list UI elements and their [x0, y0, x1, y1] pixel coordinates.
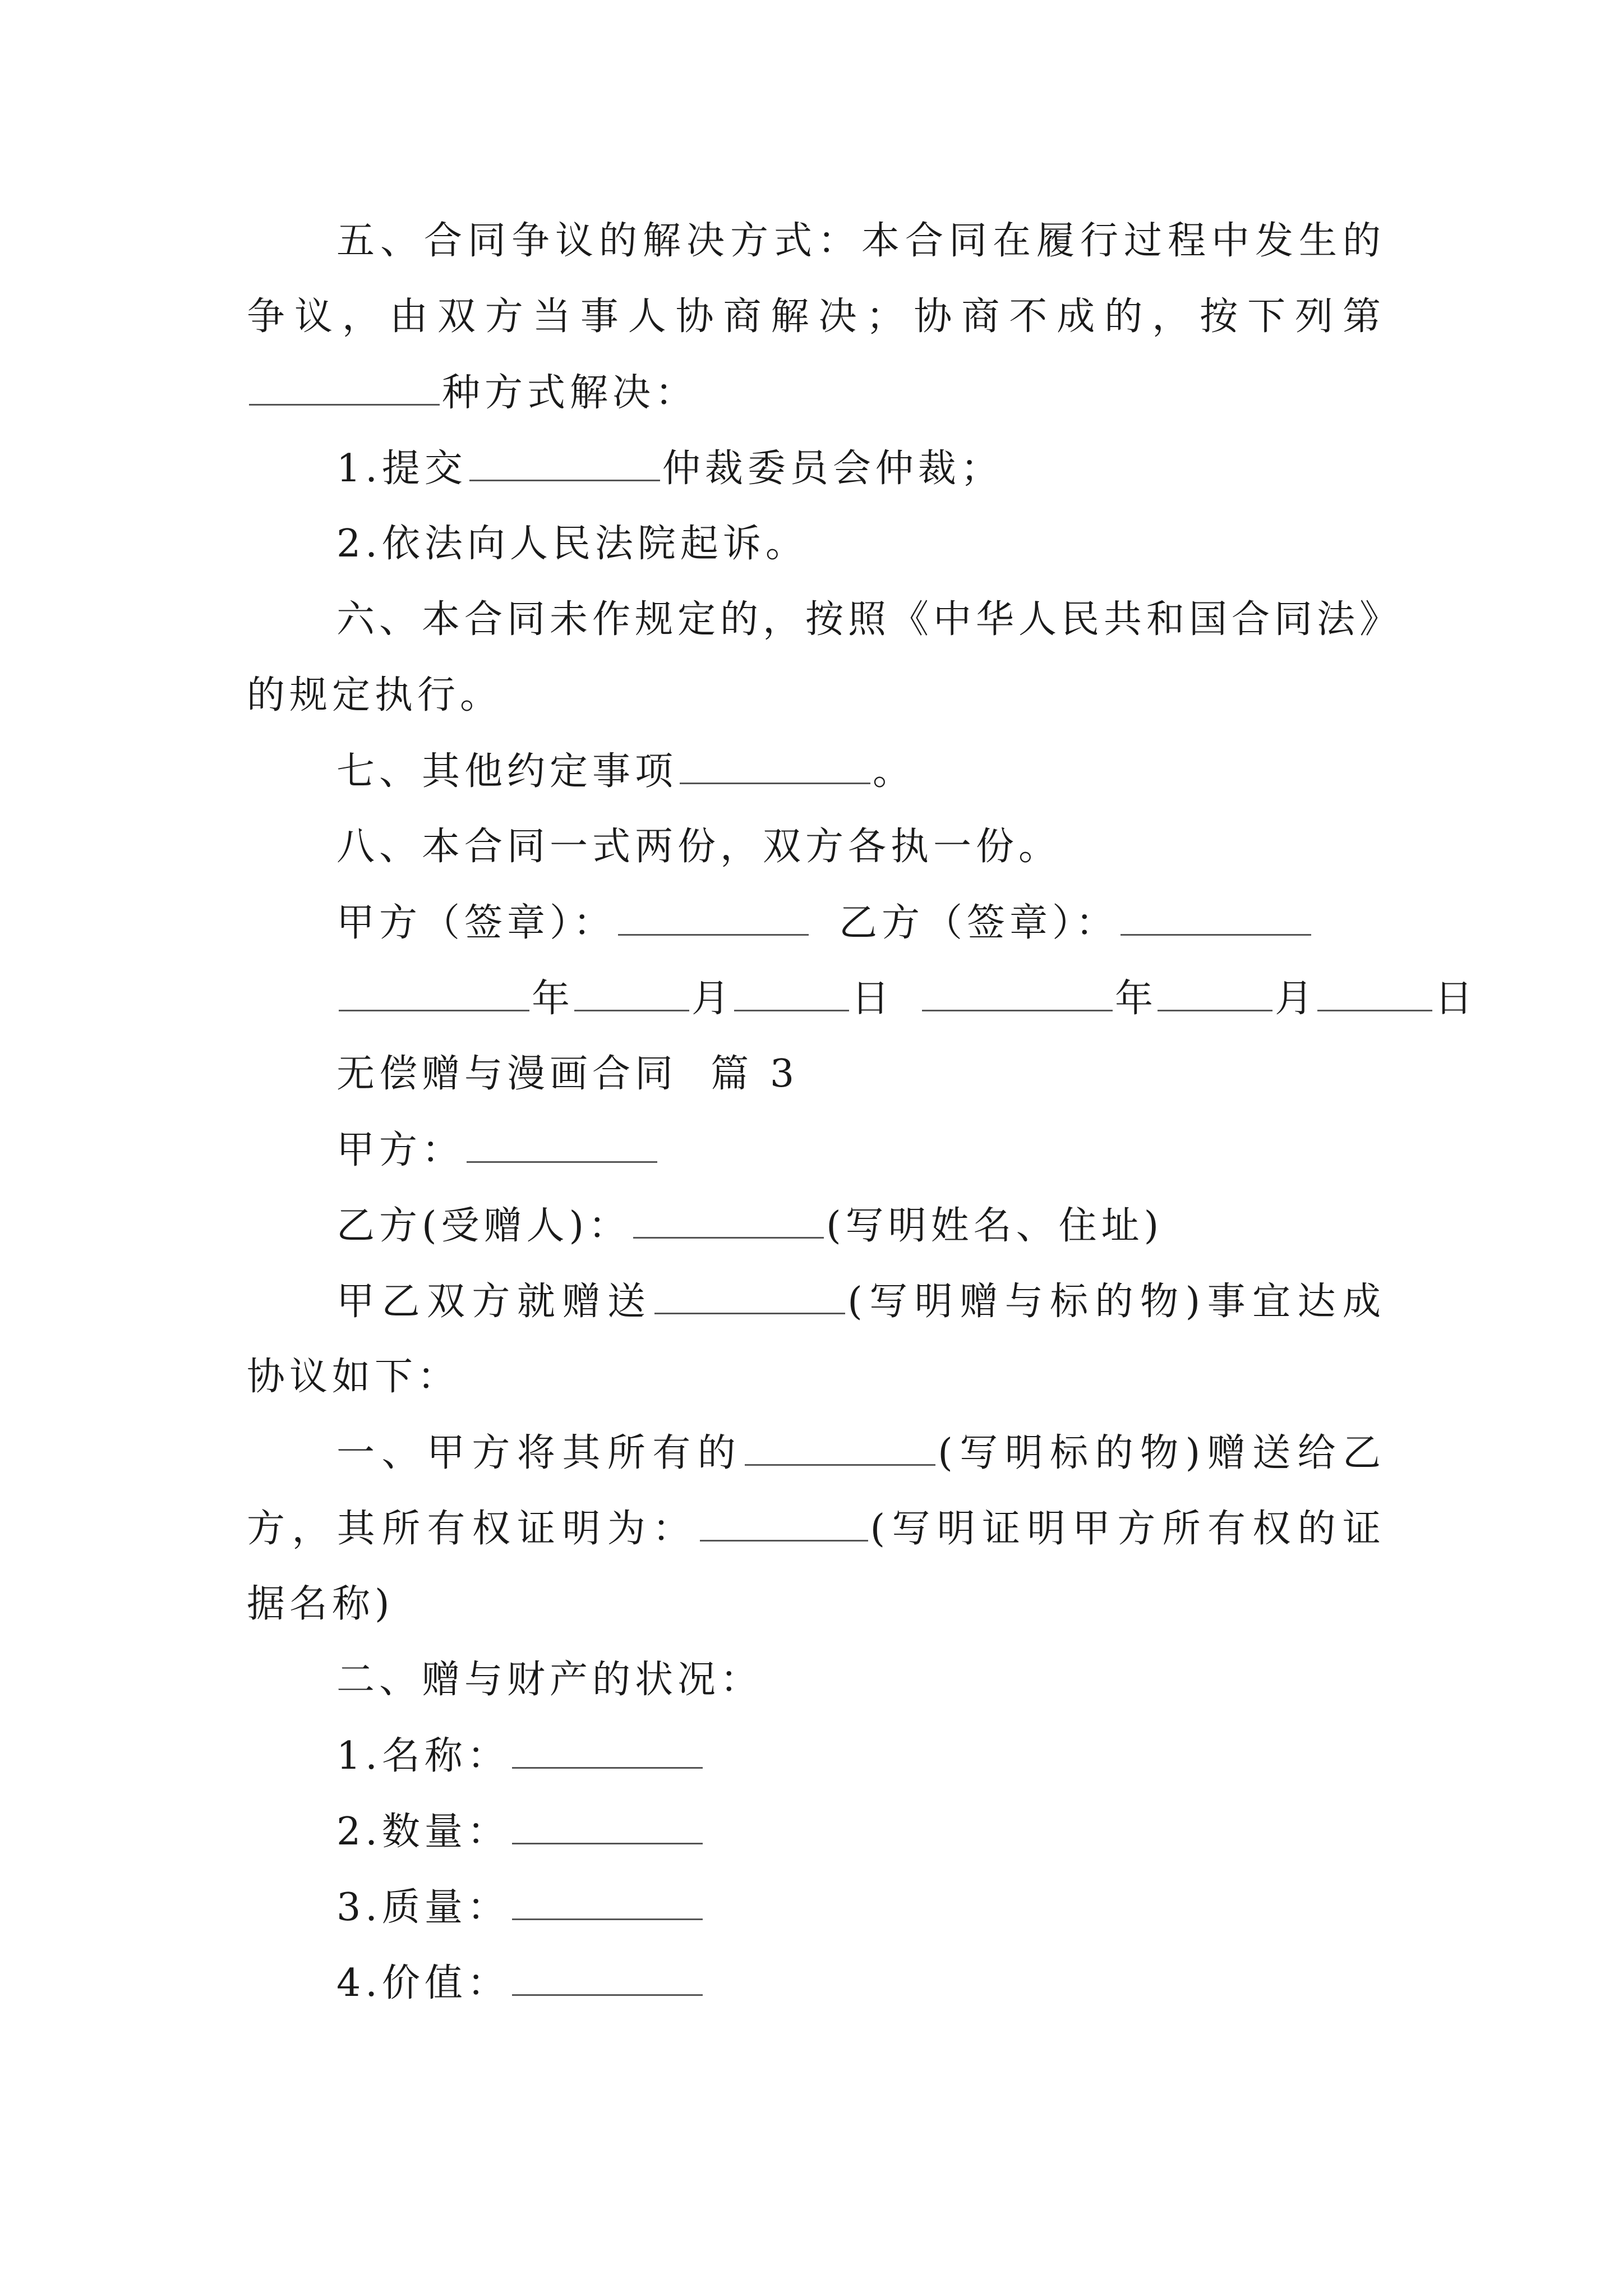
date-line	[336, 970, 1476, 1027]
article1-line2-suffix: (写明证明甲方所有权的证	[870, 1507, 1385, 1551]
signature-line	[336, 895, 1385, 951]
article1-line1	[336, 1425, 1385, 1481]
section6-line1: 六、本合同未作规定的，按照《中华人民共和国合同法》	[336, 597, 1403, 642]
party-b-note: (写明姓名、住址)	[826, 1204, 1164, 1248]
intro-suffix: (写明赠与标的物)事宜达成	[847, 1280, 1385, 1324]
item-quality-label: 3.质量：	[336, 1885, 510, 1930]
gift-object-blank[interactable]	[654, 1273, 845, 1314]
item-name-label: 1.名称：	[336, 1734, 510, 1778]
party-a-signature-label: 甲方（签章）：	[336, 901, 616, 945]
section8-line: 八、本合同一式两份，双方各执一份。	[336, 825, 1062, 869]
item-quality-blank[interactable]	[512, 1879, 703, 1920]
month-label: 月	[691, 977, 732, 1021]
article1-suffix: (写明标的物)赠送给乙	[938, 1431, 1385, 1475]
article1-line2	[247, 1501, 1385, 1557]
party-b-year-blank[interactable]	[922, 970, 1113, 1011]
party-a-month-blank[interactable]	[574, 970, 689, 1011]
item-quantity-line	[336, 1803, 1385, 1860]
party-b-month-blank[interactable]	[1158, 970, 1272, 1011]
party-a-name-blank[interactable]	[467, 1122, 657, 1163]
item-quality-line	[336, 1879, 1385, 1935]
section7-prefix: 七、其他约定事项	[336, 749, 678, 794]
party-a-label: 甲方：	[336, 1128, 465, 1172]
section5-line3	[247, 365, 1385, 421]
item-value-label: 4.价值：	[336, 1961, 510, 2005]
article1-prefix: 一、甲方将其所有的	[336, 1431, 743, 1475]
day-label: 日	[1435, 977, 1476, 1021]
party-b-signature-blank[interactable]	[1121, 895, 1311, 936]
article1-line2-prefix: 方，其所有权证明为：	[247, 1507, 698, 1551]
party-b-name-blank[interactable]	[633, 1198, 824, 1239]
section7-line	[336, 743, 1385, 799]
arbitration-committee-blank[interactable]	[469, 440, 660, 481]
option1-line	[336, 440, 1385, 496]
item-name-line	[336, 1728, 1385, 1784]
option1-suffix: 仲裁委员会仲裁；	[662, 447, 1003, 491]
contract3-intro-line1	[336, 1273, 1385, 1329]
year-label: 年	[532, 977, 573, 1021]
month-label: 月	[1275, 977, 1316, 1021]
section6-line2: 的规定执行。	[247, 673, 503, 717]
section5-line1: 五、合同争议的解决方式：本合同在履行过程中发生的	[336, 219, 1385, 263]
article1-line3: 据名称)	[247, 1582, 394, 1626]
intro-prefix: 甲乙双方就赠送	[336, 1280, 653, 1324]
article2-title: 二、赠与财产的状况：	[336, 1658, 763, 1702]
year-label: 年	[1115, 977, 1156, 1021]
contract3-party-a-line	[336, 1122, 1385, 1178]
option1-prefix: 1.提交	[336, 447, 467, 491]
section7-suffix: 。	[873, 749, 916, 794]
method-choice-blank[interactable]	[249, 365, 440, 406]
section5-line3-text: 种方式解决：	[442, 371, 698, 415]
section5-line2: 争议，由双方当事人协商解决；协商不成的，按下列第	[247, 295, 1385, 339]
contract3-intro-line2: 协议如下：	[247, 1355, 460, 1399]
contract3-title: 无偿赠与漫画合同 篇 3	[336, 1052, 799, 1096]
party-a-year-blank[interactable]	[339, 970, 529, 1011]
party-b-day-blank[interactable]	[1317, 970, 1432, 1011]
item-quantity-blank[interactable]	[512, 1803, 703, 1844]
subject-matter-blank[interactable]	[745, 1425, 935, 1466]
contract3-party-b-line	[336, 1198, 1385, 1254]
item-quantity-label: 2.数量：	[336, 1810, 510, 1854]
option2-line: 2.依法向人民法院起诉。	[336, 522, 808, 566]
other-terms-blank[interactable]	[680, 743, 870, 784]
party-a-signature-blank[interactable]	[618, 895, 809, 936]
item-value-line	[336, 1955, 1385, 2011]
day-label: 日	[851, 977, 892, 1021]
item-name-blank[interactable]	[512, 1728, 703, 1769]
ownership-proof-blank[interactable]	[700, 1501, 868, 1542]
item-value-blank[interactable]	[512, 1955, 703, 1996]
party-b-signature-label: 乙方（签章）：	[839, 901, 1119, 945]
party-b-label: 乙方(受赠人)：	[336, 1204, 631, 1248]
party-a-day-blank[interactable]	[734, 970, 849, 1011]
